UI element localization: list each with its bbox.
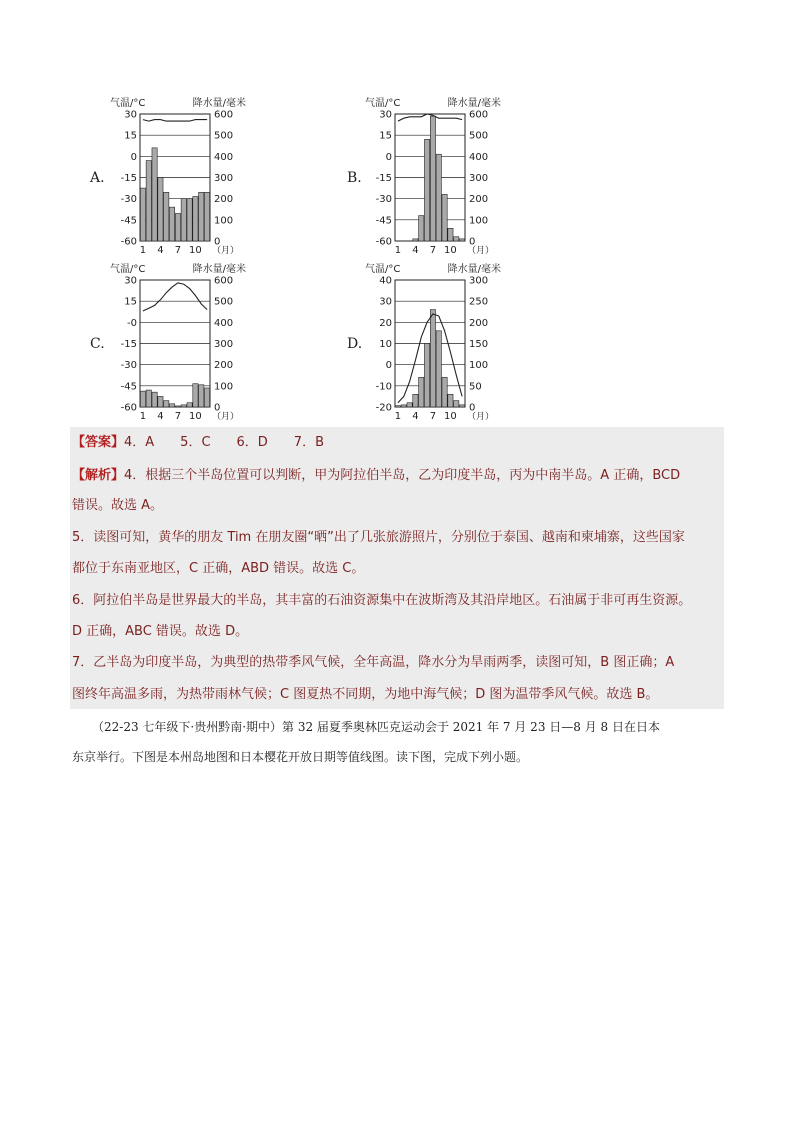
temp-tick-label: -15 bbox=[120, 173, 137, 184]
analysis-line-4: 都位于东南亚地区，C 正确，ABD 错误。故选 C。 bbox=[72, 561, 365, 576]
temp-tick-label: 40 bbox=[379, 275, 392, 287]
precip-tick-label: 600 bbox=[214, 275, 234, 287]
precipitation-bar bbox=[448, 394, 453, 407]
precipitation-bar bbox=[199, 192, 204, 241]
climate-chart-b bbox=[365, 96, 525, 256]
temp-tick-label: 0 bbox=[385, 360, 392, 372]
precip-tick-label: 600 bbox=[469, 109, 489, 121]
precipitation-bar bbox=[187, 199, 192, 241]
temp-tick-label: -60 bbox=[120, 236, 137, 248]
temperature-line bbox=[398, 314, 462, 403]
precip-tick-label: 400 bbox=[214, 151, 234, 163]
temp-tick-label: -30 bbox=[375, 194, 392, 206]
temp-tick-label: -30 bbox=[120, 194, 137, 206]
precip-tick-label: 50 bbox=[469, 381, 482, 393]
analysis-line-2: 错误。故选 A。 bbox=[72, 498, 164, 513]
analysis-line-5: 6．阿拉伯半岛是世界最大的半岛，其丰富的石油资源集中在波斯湾及其沿岸地区。石油属于非可再生资源。 bbox=[72, 593, 692, 608]
temp-tick-label: -15 bbox=[120, 339, 137, 350]
precipitation-bar bbox=[424, 344, 429, 408]
analysis-line-3: 5．读图可知，黄华的朋友 Tim 在朋友圈“晒”出了几张旅游照片，分别位于泰国、越南和柬埔寨，这些国家 bbox=[72, 530, 685, 545]
month-unit-label: （月） bbox=[212, 412, 240, 422]
month-tick-label: 4 bbox=[157, 411, 164, 422]
precip-tick-label: 500 bbox=[214, 130, 234, 142]
temp-tick-label: 20 bbox=[379, 317, 392, 329]
temp-tick-label: 15 bbox=[379, 130, 392, 142]
precipitation-bar bbox=[146, 161, 151, 241]
precip-tick-label: 400 bbox=[469, 151, 489, 163]
left-axis-label: 气温/°C bbox=[110, 98, 146, 109]
month-tick-label: 7 bbox=[174, 411, 182, 422]
month-tick-label: 1 bbox=[139, 245, 147, 256]
precip-tick-label: 0 bbox=[214, 402, 221, 414]
month-tick-label: 10 bbox=[444, 245, 457, 256]
precipitation-bar bbox=[204, 388, 209, 407]
precipitation-bar bbox=[146, 390, 151, 407]
month-tick-label: 1 bbox=[394, 245, 402, 256]
option-b-label: B. bbox=[347, 170, 362, 186]
month-tick-label: 4 bbox=[157, 245, 164, 256]
precipitation-bar bbox=[419, 216, 424, 241]
precip-tick-label: 200 bbox=[214, 360, 234, 372]
answer-text: 4．A 5．C 6．D 7．B bbox=[124, 435, 324, 450]
temp-tick-label: 30 bbox=[379, 296, 392, 308]
month-tick-label: 1 bbox=[394, 411, 402, 422]
precipitation-bar bbox=[199, 385, 204, 407]
precip-tick-label: 600 bbox=[214, 109, 234, 121]
month-tick-label: 1 bbox=[139, 411, 147, 422]
precipitation-bar bbox=[424, 139, 429, 241]
answer-line bbox=[72, 434, 324, 452]
precip-tick-label: 300 bbox=[214, 339, 234, 350]
precipitation-bar bbox=[459, 405, 464, 407]
precip-tick-label: 150 bbox=[469, 339, 489, 350]
precipitation-bar bbox=[193, 384, 198, 407]
precip-tick-label: 300 bbox=[469, 173, 489, 184]
precipitation-bar bbox=[413, 239, 418, 241]
temp-tick-label: 30 bbox=[124, 109, 137, 121]
precipitation-bar bbox=[164, 192, 169, 241]
temp-tick-label: -45 bbox=[120, 381, 137, 393]
climate-chart-c bbox=[110, 262, 270, 424]
precip-tick-label: 200 bbox=[469, 194, 489, 206]
month-tick-label: 7 bbox=[429, 245, 437, 256]
precipitation-bar bbox=[152, 392, 157, 407]
precipitation-bar bbox=[158, 178, 163, 242]
temp-tick-label: -60 bbox=[120, 402, 137, 414]
temp-tick-label: -45 bbox=[120, 215, 137, 227]
temp-tick-label: -60 bbox=[375, 236, 392, 248]
precipitation-bar bbox=[395, 406, 400, 407]
precipitation-bar bbox=[175, 406, 180, 407]
question-stem-line-2: 东京举行。下图是本州岛地图和日本樱花开放日期等值线图。读下图，完成下列小题。 bbox=[72, 750, 529, 764]
precipitation-bar bbox=[454, 237, 459, 241]
temp-tick-label: 30 bbox=[379, 109, 392, 121]
month-unit-label: （月） bbox=[467, 412, 495, 422]
month-tick-label: 7 bbox=[174, 245, 182, 256]
precipitation-bar bbox=[436, 154, 441, 241]
precipitation-bar bbox=[459, 239, 464, 241]
precip-tick-label: 300 bbox=[469, 275, 489, 287]
analysis-line-6: D 正确，ABC 错误。故选 D。 bbox=[72, 624, 249, 639]
climate-chart-d bbox=[365, 262, 525, 424]
precipitation-bar bbox=[436, 331, 441, 407]
precip-tick-label: 400 bbox=[214, 317, 234, 329]
month-tick-label: 4 bbox=[412, 245, 419, 256]
month-tick-label: 4 bbox=[412, 411, 419, 422]
temp-tick-label: -10 bbox=[375, 381, 392, 393]
temp-tick-label: 15 bbox=[124, 296, 137, 308]
temp-tick-label: 0 bbox=[130, 151, 137, 163]
precipitation-bar bbox=[442, 194, 447, 241]
precip-tick-label: 0 bbox=[469, 402, 476, 414]
precipitation-bar bbox=[401, 405, 406, 407]
precipitation-bar bbox=[181, 405, 186, 407]
question-stem-line-1: （22-23 七年级下·贵州黔南·期中）第 32 届夏季奥林匹克运动会于 2021 年 7 月 23 日—8 月 8 日在日本 bbox=[92, 720, 660, 734]
precipitation-bar bbox=[419, 377, 424, 407]
precipitation-bar bbox=[430, 310, 435, 407]
precipitation-bar bbox=[430, 116, 435, 241]
temperature-line bbox=[143, 283, 207, 311]
precip-tick-label: 200 bbox=[469, 317, 489, 329]
precip-tick-label: 100 bbox=[214, 215, 234, 227]
option-a-label: A. bbox=[90, 170, 105, 186]
precip-tick-label: 500 bbox=[214, 296, 234, 308]
temp-tick-label: -45 bbox=[375, 215, 392, 227]
precipitation-bar bbox=[204, 192, 209, 241]
right-axis-label: 降水量/毫米 bbox=[447, 264, 501, 275]
analysis-line-7: 7．乙半岛为印度半岛，为典型的热带季风气候，全年高温，降水分为旱雨两季，读图可知，B 图正确；A bbox=[72, 655, 675, 670]
temp-tick-label: 10 bbox=[379, 339, 392, 350]
precipitation-bar bbox=[187, 403, 192, 407]
left-axis-label: 气温/°C bbox=[365, 264, 401, 275]
precipitation-bar bbox=[448, 228, 453, 241]
month-unit-label: （月） bbox=[212, 246, 240, 256]
precip-tick-label: 100 bbox=[469, 360, 489, 372]
precipitation-bar bbox=[164, 401, 169, 407]
temperature-line bbox=[143, 120, 207, 122]
month-tick-label: 10 bbox=[189, 411, 202, 422]
temp-tick-label: 15 bbox=[124, 130, 137, 142]
temp-tick-label: 0 bbox=[385, 151, 392, 163]
right-axis-label: 降水量/毫米 bbox=[192, 98, 246, 109]
temperature-line bbox=[398, 114, 462, 121]
option-d-label: D. bbox=[347, 336, 363, 352]
precip-tick-label: 500 bbox=[469, 130, 489, 142]
analysis-text-1: 4．根据三个半岛位置可以判断，甲为阿拉伯半岛，乙为印度半岛，丙为中南半岛。A 正确，BCD bbox=[124, 468, 681, 483]
precipitation-bar bbox=[442, 377, 447, 407]
month-unit-label: （月） bbox=[467, 246, 495, 256]
analysis-line-1 bbox=[72, 467, 680, 485]
precipitation-bar bbox=[181, 199, 186, 241]
precip-tick-label: 100 bbox=[214, 381, 234, 393]
precipitation-bar bbox=[140, 188, 145, 241]
temp-tick-label: -20 bbox=[375, 402, 392, 414]
climate-chart-a bbox=[110, 96, 270, 256]
precipitation-bar bbox=[169, 404, 174, 407]
right-axis-label: 降水量/毫米 bbox=[192, 264, 246, 275]
temp-tick-label: 30 bbox=[124, 275, 137, 287]
precip-tick-label: 200 bbox=[214, 194, 234, 206]
precipitation-bar bbox=[169, 207, 174, 241]
analysis-label: 【解析】 bbox=[72, 468, 125, 483]
option-c-label: C. bbox=[90, 336, 105, 352]
month-tick-label: 10 bbox=[189, 245, 202, 256]
left-axis-label: 气温/°C bbox=[365, 98, 401, 109]
precipitation-bar bbox=[140, 391, 145, 407]
precip-tick-label: 300 bbox=[214, 173, 234, 184]
precip-tick-label: 250 bbox=[469, 296, 489, 308]
precipitation-bar bbox=[407, 403, 412, 407]
precipitation-bar bbox=[175, 213, 180, 241]
precip-tick-label: 0 bbox=[214, 236, 221, 248]
precipitation-bar bbox=[152, 148, 157, 241]
precip-tick-label: 100 bbox=[469, 215, 489, 227]
precip-tick-label: 0 bbox=[469, 236, 476, 248]
temp-tick-label: -15 bbox=[375, 173, 392, 184]
month-tick-label: 7 bbox=[429, 411, 437, 422]
right-axis-label: 降水量/毫米 bbox=[447, 98, 501, 109]
precipitation-bar bbox=[158, 396, 163, 407]
precipitation-bar bbox=[454, 401, 459, 407]
precipitation-bar bbox=[413, 394, 418, 407]
temp-tick-label: -0 bbox=[127, 317, 137, 329]
analysis-line-8: 图终年高温多雨，为热带雨林气候；C 图夏热不同期，为地中海气候；D 图为温带季风气候。故选 B。 bbox=[72, 687, 659, 702]
temp-tick-label: -30 bbox=[120, 360, 137, 372]
precipitation-bar bbox=[193, 197, 198, 241]
answer-label: 【答案】 bbox=[72, 435, 125, 450]
left-axis-label: 气温/°C bbox=[110, 264, 146, 275]
month-tick-label: 10 bbox=[444, 411, 457, 422]
